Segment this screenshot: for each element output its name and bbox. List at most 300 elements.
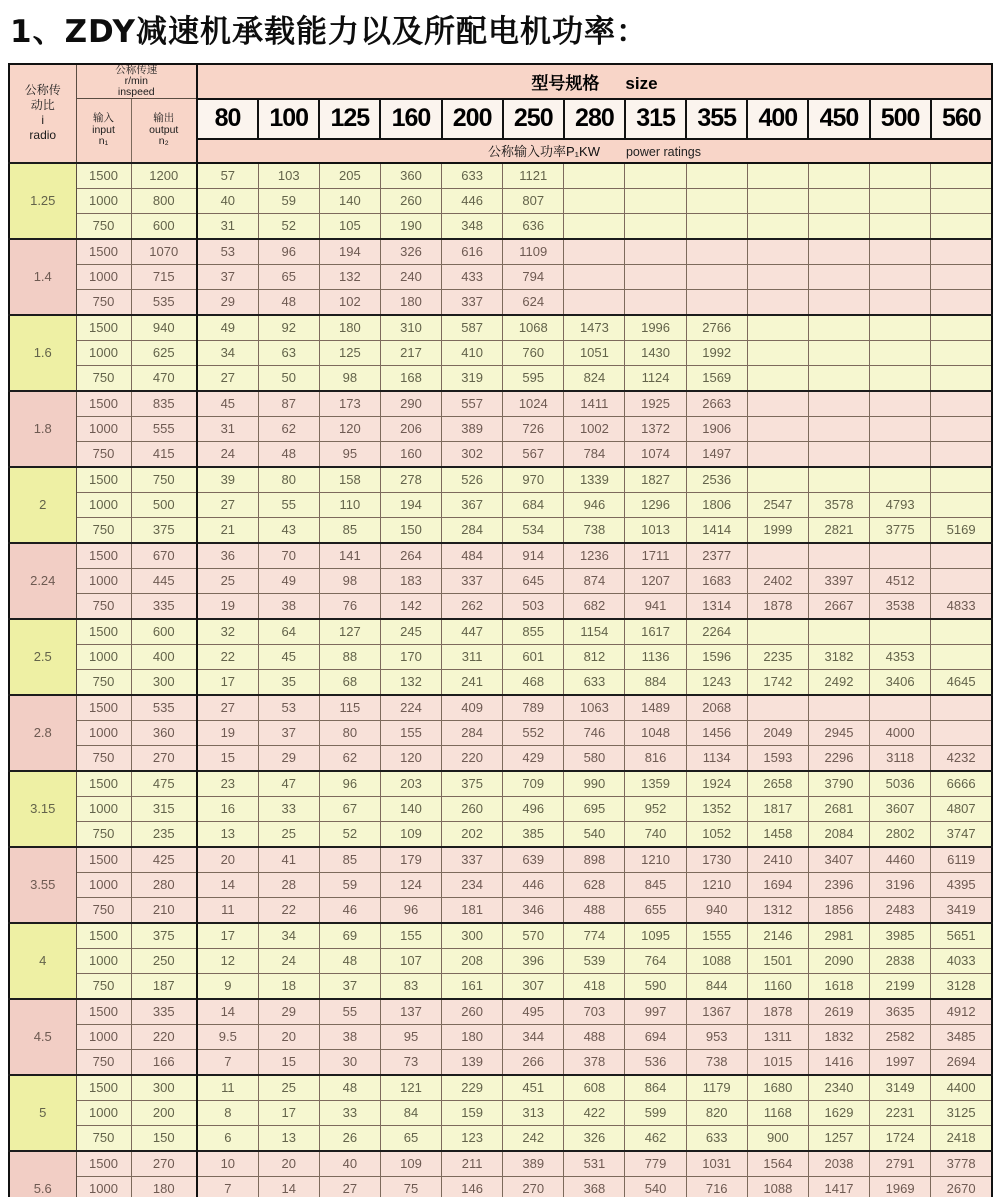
power-value-cell: 159 bbox=[442, 1100, 503, 1125]
table-row bbox=[9, 745, 992, 771]
power-value-cell: 1564 bbox=[747, 1151, 808, 1177]
power-value-cell: 845 bbox=[625, 872, 686, 897]
input-speed-cell: 1500 bbox=[76, 315, 131, 341]
power-value-cell: 205 bbox=[319, 163, 380, 189]
power-value-cell: 84 bbox=[380, 1100, 441, 1125]
output-speed-cell: 445 bbox=[131, 568, 197, 593]
power-value-cell: 844 bbox=[686, 973, 747, 999]
power-value-cell: 48 bbox=[319, 1075, 380, 1101]
power-value-cell: 738 bbox=[686, 1049, 747, 1075]
power-value-cell: 337 bbox=[442, 289, 503, 315]
power-value-cell: 531 bbox=[564, 1151, 625, 1177]
power-value-cell: 990 bbox=[564, 771, 625, 797]
power-value-cell bbox=[686, 213, 747, 239]
input-speed-cell: 750 bbox=[76, 821, 131, 847]
input-speed-cell: 1500 bbox=[76, 467, 131, 493]
power-value-cell: 13 bbox=[197, 821, 258, 847]
power-value-cell: 15 bbox=[197, 745, 258, 771]
power-value-cell: 462 bbox=[625, 1125, 686, 1151]
power-value-cell bbox=[808, 619, 869, 645]
power-value-cell: 80 bbox=[258, 467, 319, 493]
power-value-cell bbox=[870, 213, 931, 239]
power-value-cell: 4000 bbox=[870, 720, 931, 745]
power-value-cell: 4912 bbox=[931, 999, 992, 1025]
output-speed-cell: 1200 bbox=[131, 163, 197, 189]
output-speed-cell: 250 bbox=[131, 948, 197, 973]
power-value-cell: 16 bbox=[197, 796, 258, 821]
size-column-header: 125 bbox=[319, 99, 380, 139]
power-value-cell: 5169 bbox=[931, 517, 992, 543]
power-value-cell: 202 bbox=[442, 821, 503, 847]
size-column-header: 200 bbox=[442, 99, 503, 139]
power-value-cell: 1618 bbox=[808, 973, 869, 999]
power-value-cell: 503 bbox=[503, 593, 564, 619]
power-value-cell: 3538 bbox=[870, 593, 931, 619]
power-value-cell: 3128 bbox=[931, 973, 992, 999]
power-value-cell: 59 bbox=[258, 188, 319, 213]
power-value-cell: 1827 bbox=[625, 467, 686, 493]
power-value-cell: 816 bbox=[625, 745, 686, 771]
power-value-cell: 534 bbox=[503, 517, 564, 543]
table-row bbox=[9, 315, 992, 341]
power-value-cell bbox=[808, 315, 869, 341]
power-value-cell: 684 bbox=[503, 492, 564, 517]
output-speed-cell: 670 bbox=[131, 543, 197, 569]
table-row bbox=[9, 213, 992, 239]
power-value-cell: 385 bbox=[503, 821, 564, 847]
power-value-cell: 496 bbox=[503, 796, 564, 821]
power-value-cell: 11 bbox=[197, 1075, 258, 1101]
power-value-cell: 88 bbox=[319, 644, 380, 669]
power-value-cell: 76 bbox=[319, 593, 380, 619]
power-value-cell: 310 bbox=[380, 315, 441, 341]
power-value-cell bbox=[747, 163, 808, 189]
input-speed-cell: 1500 bbox=[76, 1151, 131, 1177]
input-speed-cell: 1000 bbox=[76, 1100, 131, 1125]
table-header bbox=[9, 64, 992, 163]
power-value-cell: 98 bbox=[319, 365, 380, 391]
power-value-cell: 3407 bbox=[808, 847, 869, 873]
table-row bbox=[9, 1075, 992, 1101]
input-speed-cell: 1000 bbox=[76, 492, 131, 517]
power-value-cell: 98 bbox=[319, 568, 380, 593]
power-value-cell: 1996 bbox=[625, 315, 686, 341]
power-value-cell: 703 bbox=[564, 999, 625, 1025]
power-value-cell: 260 bbox=[442, 796, 503, 821]
power-value-cell: 73 bbox=[380, 1049, 441, 1075]
table-row bbox=[9, 1176, 992, 1197]
power-value-cell: 1458 bbox=[747, 821, 808, 847]
output-speed-cell: 750 bbox=[131, 467, 197, 493]
power-value-cell: 1969 bbox=[870, 1176, 931, 1197]
power-value-cell: 970 bbox=[503, 467, 564, 493]
power-value-cell: 27 bbox=[319, 1176, 380, 1197]
power-value-cell: 1569 bbox=[686, 365, 747, 391]
ratio-cell: 5.6 bbox=[9, 1151, 76, 1197]
power-value-cell: 953 bbox=[686, 1024, 747, 1049]
power-value-cell: 2663 bbox=[686, 391, 747, 417]
power-value-cell: 1068 bbox=[503, 315, 564, 341]
input-speed-cell: 750 bbox=[76, 897, 131, 923]
power-value-cell: 633 bbox=[564, 669, 625, 695]
output-speed-cell: 470 bbox=[131, 365, 197, 391]
input-speed-cell: 1000 bbox=[76, 568, 131, 593]
power-value-cell: 2090 bbox=[808, 948, 869, 973]
power-value-cell: 245 bbox=[380, 619, 441, 645]
power-value-cell: 50 bbox=[258, 365, 319, 391]
output-speed-cell: 280 bbox=[131, 872, 197, 897]
power-value-cell: 40 bbox=[197, 188, 258, 213]
power-value-cell: 4033 bbox=[931, 948, 992, 973]
input-speed-cell: 750 bbox=[76, 973, 131, 999]
power-value-cell: 1372 bbox=[625, 416, 686, 441]
power-value-cell: 616 bbox=[442, 239, 503, 265]
output-speed-cell: 475 bbox=[131, 771, 197, 797]
power-value-cell: 344 bbox=[503, 1024, 564, 1049]
power-value-cell: 3775 bbox=[870, 517, 931, 543]
table-body bbox=[9, 163, 992, 1197]
ratio-cell: 5 bbox=[9, 1075, 76, 1151]
power-value-cell: 27 bbox=[197, 492, 258, 517]
power-value-cell: 168 bbox=[380, 365, 441, 391]
power-value-cell: 37 bbox=[319, 973, 380, 999]
power-value-cell bbox=[931, 467, 992, 493]
power-value-cell: 300 bbox=[442, 923, 503, 949]
power-value-cell: 368 bbox=[564, 1176, 625, 1197]
power-value-cell: 25 bbox=[258, 821, 319, 847]
power-value-cell: 1095 bbox=[625, 923, 686, 949]
power-value-cell: 49 bbox=[197, 315, 258, 341]
power-value-cell bbox=[808, 163, 869, 189]
power-value-cell: 115 bbox=[319, 695, 380, 721]
power-value-cell: 4645 bbox=[931, 669, 992, 695]
power-value-cell bbox=[931, 365, 992, 391]
power-value-cell: 211 bbox=[442, 1151, 503, 1177]
power-value-cell: 4232 bbox=[931, 745, 992, 771]
power-value-cell bbox=[870, 619, 931, 645]
power-value-cell: 1596 bbox=[686, 644, 747, 669]
power-value-cell: 694 bbox=[625, 1024, 686, 1049]
power-value-cell: 11 bbox=[197, 897, 258, 923]
power-value-cell: 20 bbox=[258, 1024, 319, 1049]
output-speed-cell: 375 bbox=[131, 923, 197, 949]
power-value-cell: 2582 bbox=[870, 1024, 931, 1049]
power-value-cell: 3635 bbox=[870, 999, 931, 1025]
power-value-cell: 1243 bbox=[686, 669, 747, 695]
power-value-cell bbox=[747, 695, 808, 721]
power-value-cell: 375 bbox=[442, 771, 503, 797]
power-value-cell: 46 bbox=[319, 897, 380, 923]
power-value-cell: 95 bbox=[380, 1024, 441, 1049]
power-value-cell: 946 bbox=[564, 492, 625, 517]
power-value-cell bbox=[808, 340, 869, 365]
table-row bbox=[9, 1151, 992, 1177]
power-value-cell: 824 bbox=[564, 365, 625, 391]
table-row bbox=[9, 188, 992, 213]
power-value-cell: 1856 bbox=[808, 897, 869, 923]
power-value-cell bbox=[808, 213, 869, 239]
power-value-cell: 1124 bbox=[625, 365, 686, 391]
input-speed-cell: 1000 bbox=[76, 948, 131, 973]
size-column-header: 450 bbox=[808, 99, 869, 139]
ratio-cell: 3.55 bbox=[9, 847, 76, 923]
power-value-cell: 409 bbox=[442, 695, 503, 721]
power-value-cell: 96 bbox=[258, 239, 319, 265]
power-value-cell: 1489 bbox=[625, 695, 686, 721]
power-value-cell: 422 bbox=[564, 1100, 625, 1125]
power-value-cell: 789 bbox=[503, 695, 564, 721]
power-value-cell bbox=[686, 264, 747, 289]
power-value-cell: 37 bbox=[258, 720, 319, 745]
power-value-cell bbox=[870, 365, 931, 391]
power-value-cell: 1121 bbox=[503, 163, 564, 189]
power-value-cell: 234 bbox=[442, 872, 503, 897]
power-value-cell: 337 bbox=[442, 847, 503, 873]
input-speed-cell: 1000 bbox=[76, 720, 131, 745]
table-row bbox=[9, 973, 992, 999]
power-value-cell bbox=[931, 289, 992, 315]
power-value-cell: 1207 bbox=[625, 568, 686, 593]
power-value-cell: 580 bbox=[564, 745, 625, 771]
power-value-cell: 1210 bbox=[625, 847, 686, 873]
power-label-en: power ratings bbox=[625, 145, 702, 160]
power-value-cell: 8 bbox=[197, 1100, 258, 1125]
power-value-cell: 488 bbox=[564, 1024, 625, 1049]
power-value-cell: 1002 bbox=[564, 416, 625, 441]
input-speed-cell: 1500 bbox=[76, 163, 131, 189]
table-row bbox=[9, 340, 992, 365]
power-value-cell bbox=[931, 213, 992, 239]
power-value-cell: 633 bbox=[686, 1125, 747, 1151]
power-value-cell bbox=[931, 492, 992, 517]
power-value-cell: 59 bbox=[319, 872, 380, 897]
power-value-cell: 18 bbox=[258, 973, 319, 999]
power-value-cell bbox=[564, 213, 625, 239]
power-value-cell bbox=[870, 289, 931, 315]
output-speed-cell: 415 bbox=[131, 441, 197, 467]
size-column-header: 500 bbox=[870, 99, 931, 139]
input-speed-cell: 750 bbox=[76, 1125, 131, 1151]
power-value-cell: 2068 bbox=[686, 695, 747, 721]
power-value-cell: 53 bbox=[258, 695, 319, 721]
power-value-cell: 6 bbox=[197, 1125, 258, 1151]
power-value-cell bbox=[870, 543, 931, 569]
power-value-cell: 47 bbox=[258, 771, 319, 797]
power-value-cell: 1430 bbox=[625, 340, 686, 365]
power-value-cell: 2838 bbox=[870, 948, 931, 973]
power-value-cell: 3747 bbox=[931, 821, 992, 847]
power-value-cell: 140 bbox=[380, 796, 441, 821]
power-value-cell: 1314 bbox=[686, 593, 747, 619]
power-value-cell bbox=[870, 391, 931, 417]
power-value-cell: 3985 bbox=[870, 923, 931, 949]
output-speed-cell: 270 bbox=[131, 1151, 197, 1177]
input-speed-cell: 750 bbox=[76, 593, 131, 619]
power-value-cell: 45 bbox=[197, 391, 258, 417]
input-speed-cell: 1000 bbox=[76, 1024, 131, 1049]
power-value-cell: 9 bbox=[197, 973, 258, 999]
power-value-cell bbox=[808, 543, 869, 569]
power-value-cell: 29 bbox=[258, 745, 319, 771]
power-value-cell: 181 bbox=[442, 897, 503, 923]
power-value-cell: 348 bbox=[442, 213, 503, 239]
power-value-cell bbox=[870, 416, 931, 441]
power-value-cell: 29 bbox=[258, 999, 319, 1025]
power-value-cell bbox=[870, 340, 931, 365]
size-column-header: 315 bbox=[625, 99, 686, 139]
power-value-cell: 2084 bbox=[808, 821, 869, 847]
output-speed-cell: 270 bbox=[131, 745, 197, 771]
output-speed-cell: 940 bbox=[131, 315, 197, 341]
table-row bbox=[9, 543, 992, 569]
input-speed-cell: 1500 bbox=[76, 619, 131, 645]
power-value-cell: 914 bbox=[503, 543, 564, 569]
input-speed-cell: 1500 bbox=[76, 1075, 131, 1101]
power-value-cell: 120 bbox=[380, 745, 441, 771]
input-speed-cell: 1500 bbox=[76, 239, 131, 265]
power-value-cell: 587 bbox=[442, 315, 503, 341]
power-table bbox=[8, 63, 993, 1197]
power-value-cell: 1051 bbox=[564, 340, 625, 365]
power-value-cell: 1359 bbox=[625, 771, 686, 797]
power-value-cell: 1925 bbox=[625, 391, 686, 417]
power-value-cell bbox=[625, 289, 686, 315]
table-row bbox=[9, 441, 992, 467]
output-speed-cell: 210 bbox=[131, 897, 197, 923]
input-speed-cell: 750 bbox=[76, 745, 131, 771]
output-speed-cell: 315 bbox=[131, 796, 197, 821]
power-value-cell: 1416 bbox=[808, 1049, 869, 1075]
ratio-cell: 3.15 bbox=[9, 771, 76, 847]
power-value-cell: 941 bbox=[625, 593, 686, 619]
table-row bbox=[9, 948, 992, 973]
power-value-cell: 27 bbox=[197, 695, 258, 721]
power-value-cell: 260 bbox=[442, 999, 503, 1025]
output-speed-cell: 220 bbox=[131, 1024, 197, 1049]
power-value-cell: 360 bbox=[380, 163, 441, 189]
input-speed-cell: 1000 bbox=[76, 340, 131, 365]
power-value-cell: 2264 bbox=[686, 619, 747, 645]
power-value-cell: 1617 bbox=[625, 619, 686, 645]
power-value-cell bbox=[747, 213, 808, 239]
power-value-cell: 337 bbox=[442, 568, 503, 593]
power-value-cell: 52 bbox=[319, 821, 380, 847]
power-value-cell: 418 bbox=[564, 973, 625, 999]
input-speed-cell: 750 bbox=[76, 441, 131, 467]
output-speed-cell: 235 bbox=[131, 821, 197, 847]
input-speed-cell: 1500 bbox=[76, 923, 131, 949]
power-ratings-header bbox=[197, 139, 992, 163]
size-title-en: size bbox=[625, 73, 658, 93]
power-value-cell: 87 bbox=[258, 391, 319, 417]
power-value-cell: 4833 bbox=[931, 593, 992, 619]
input-speed-cell: 1000 bbox=[76, 188, 131, 213]
power-value-cell: 38 bbox=[258, 593, 319, 619]
power-value-cell: 468 bbox=[503, 669, 564, 695]
power-value-cell bbox=[747, 543, 808, 569]
power-value-cell: 95 bbox=[319, 441, 380, 467]
power-value-cell: 302 bbox=[442, 441, 503, 467]
power-value-cell: 639 bbox=[503, 847, 564, 873]
power-value-cell: 194 bbox=[319, 239, 380, 265]
power-value-cell: 48 bbox=[258, 441, 319, 467]
power-value-cell: 1878 bbox=[747, 593, 808, 619]
power-value-cell: 109 bbox=[380, 1151, 441, 1177]
page-title: 1、ZDY减速机承载能力以及所配电机功率： bbox=[10, 14, 648, 50]
table-row bbox=[9, 847, 992, 873]
power-value-cell: 488 bbox=[564, 897, 625, 923]
table-row bbox=[9, 796, 992, 821]
power-value-cell: 410 bbox=[442, 340, 503, 365]
power-value-cell: 1417 bbox=[808, 1176, 869, 1197]
power-value-cell: 2681 bbox=[808, 796, 869, 821]
power-value-cell: 38 bbox=[319, 1024, 380, 1049]
power-value-cell bbox=[931, 720, 992, 745]
power-value-cell: 1210 bbox=[686, 872, 747, 897]
power-value-cell: 539 bbox=[564, 948, 625, 973]
power-value-cell bbox=[747, 365, 808, 391]
power-value-cell: 123 bbox=[442, 1125, 503, 1151]
power-value-cell: 367 bbox=[442, 492, 503, 517]
power-value-cell: 540 bbox=[625, 1176, 686, 1197]
power-value-cell: 80 bbox=[319, 720, 380, 745]
power-value-cell: 83 bbox=[380, 973, 441, 999]
power-value-cell: 9.5 bbox=[197, 1024, 258, 1049]
output-speed-cell: 715 bbox=[131, 264, 197, 289]
power-value-cell bbox=[686, 289, 747, 315]
power-value-cell: 1160 bbox=[747, 973, 808, 999]
power-value-cell: 31 bbox=[197, 213, 258, 239]
power-value-cell: 1257 bbox=[808, 1125, 869, 1151]
power-value-cell: 1906 bbox=[686, 416, 747, 441]
power-value-cell: 716 bbox=[686, 1176, 747, 1197]
power-value-cell: 2483 bbox=[870, 897, 931, 923]
output-speed-cell: 600 bbox=[131, 619, 197, 645]
power-value-cell: 284 bbox=[442, 517, 503, 543]
power-value-cell: 132 bbox=[380, 669, 441, 695]
power-value-cell: 1088 bbox=[686, 948, 747, 973]
output-speed-cell: 800 bbox=[131, 188, 197, 213]
output-speed-cell: 1070 bbox=[131, 239, 197, 265]
power-value-cell: 682 bbox=[564, 593, 625, 619]
table-row bbox=[9, 695, 992, 721]
power-value-cell bbox=[870, 239, 931, 265]
table-row bbox=[9, 872, 992, 897]
power-value-cell: 4807 bbox=[931, 796, 992, 821]
power-value-cell: 389 bbox=[442, 416, 503, 441]
power-value-cell: 311 bbox=[442, 644, 503, 669]
power-value-cell: 2536 bbox=[686, 467, 747, 493]
power-value-cell bbox=[564, 188, 625, 213]
power-value-cell: 23 bbox=[197, 771, 258, 797]
power-value-cell: 874 bbox=[564, 568, 625, 593]
output-speed-cell: 500 bbox=[131, 492, 197, 517]
power-value-cell bbox=[808, 188, 869, 213]
power-value-cell: 1311 bbox=[747, 1024, 808, 1049]
power-value-cell: 3778 bbox=[931, 1151, 992, 1177]
output-speed-cell: 360 bbox=[131, 720, 197, 745]
power-value-cell: 3182 bbox=[808, 644, 869, 669]
power-value-cell bbox=[564, 163, 625, 189]
power-value-cell bbox=[808, 264, 869, 289]
power-value-cell: 570 bbox=[503, 923, 564, 949]
table-row bbox=[9, 264, 992, 289]
power-value-cell bbox=[747, 188, 808, 213]
power-table-wrap bbox=[8, 63, 993, 1197]
power-value-cell: 6666 bbox=[931, 771, 992, 797]
power-value-cell: 142 bbox=[380, 593, 441, 619]
power-value-cell bbox=[931, 619, 992, 645]
